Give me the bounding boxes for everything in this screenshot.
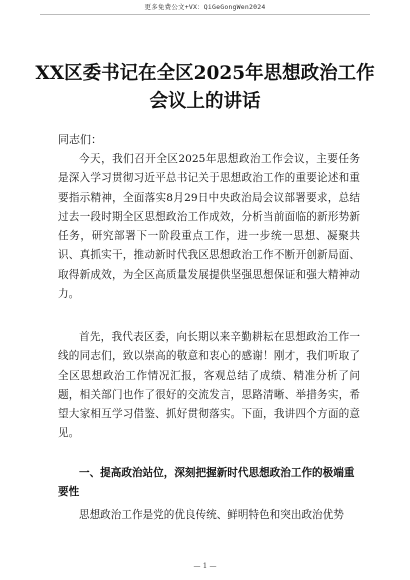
section-heading: 一、提高政治站位，深刻把握新时代思想政治工作的极端重要性 — [58, 467, 355, 499]
document-title: XX区委书记在全区2025年思想政治工作会议上的讲话 — [35, 63, 375, 112]
header-note: 更多免费公文+VX：QiGeGongWen2024 — [144, 3, 266, 11]
page-number: — 1 — — [193, 562, 217, 570]
salutation: 同志们： — [58, 133, 102, 146]
header-divider — [40, 14, 370, 15]
paragraph-section-start: 思想政治工作是党的优良传统、鲜明特色和突出政治优势 — [79, 509, 344, 521]
paragraph-intro: 今天，我们召开全区2025年思想政治工作会议，主要任务是深入学习贯彻习近平总书记关于思想政治工作的重要论述和重要指示精神，全面落实8月29日中央政治局会议部署要求，总结过去一段时期全区思想政治工作成效，分析当前面临的新形势新任务，研究部署下一阶段重点工作，进一步统一思想、凝聚共识、真抓实干，推动新时代我区思想政治工作不断开创新局面、取得新成效，为全区高质量发展提供坚强思想保证和强大精神动力。 — [58, 153, 360, 301]
paragraph-thanks: 首先，我代表区委，向长期以来辛勤耕耘在思想政治工作一线的同志们，致以崇高的敬意和衷心的感谢！刚才，我们听取了全区思想政治工作情况汇报，客观总结了成绩、精准分析了问题，相关部门也作了很好的交流发言，思路清晰、举措务实，希望大家相互学习借鉴、抓好贯彻落实。下面，我讲四个方面的意见。 — [58, 331, 360, 440]
